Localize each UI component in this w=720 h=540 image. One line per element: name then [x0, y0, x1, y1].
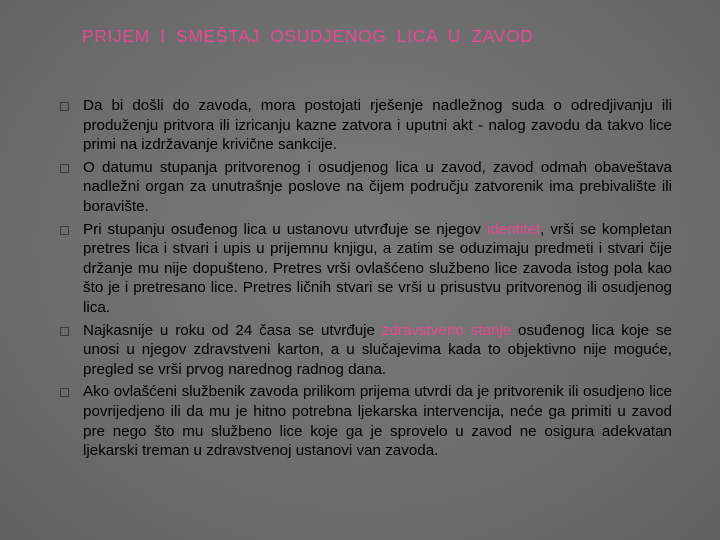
square-bullet-icon — [60, 388, 69, 397]
bullet-text: Da bi došli do zavoda, mora postojati rješenje nadležnog suda o odredjivanju ili produženju pritvora ili izricanju kazne zatvora i uputni akt - nalog zavodu da takvo lice primi na izdržavanje krivične sankcije. — [83, 97, 672, 154]
bullet-text-before: Pri stupanju osuđenog lica u ustanovu utvrđuje se njegov — [83, 220, 487, 238]
bullet-text-before: Najkasnije u roku od 24 časa se utvrđuje — [83, 321, 382, 339]
highlight-identitet: identitet — [486, 220, 541, 238]
bullet-item-court-decision — [60, 96, 672, 155]
bullet-text: Ako ovlašćeni službenik zavoda prilikom prijema utvrdi da je pritvorenik ili osudjeno lice povrijedjeno ili da mu je hitno potrebna ljekarska intervencija, neće ga primiti u zavod pre nego što mu službeno lice koje ga je sprovelo u zavod ne osigura adekvatan ljekarski treman u zdravstvenoj ustanovi van zavoda. — [83, 383, 672, 460]
square-bullet-icon — [60, 327, 69, 336]
bullet-text-after: osuđenog lica koje se unosi u njegov zdravstveni karton, a u slučajevima kada to objektivno nije moguće, pregled se vrši prvog narednog radnog dana. — [83, 321, 672, 378]
bullet-item-injury — [60, 382, 672, 460]
square-bullet-icon — [60, 164, 69, 173]
bullet-item-health-check — [60, 321, 672, 380]
square-bullet-icon — [60, 102, 69, 111]
bullet-item-identity-search — [60, 220, 672, 318]
bullet-text-after: , vrši se kompletan pretres lica i stvari i upis u prijemnu knjigu, a zatim se oduzimaju predmeti i stvari čije držanje mu nije dopušteno. Pretres vrši ovlašćeno službeno lice zavoda istog pola kao što je i pretresano lice. Pretres ličnih stvari se vrši u prisustvu pritvorenog ili osudjenog lica. — [83, 220, 672, 316]
highlight-zdravstveno-stanje: zdravstveno stanje — [381, 321, 512, 339]
bullet-item-notification — [60, 158, 672, 217]
square-bullet-icon — [60, 226, 69, 235]
bullet-list — [60, 96, 672, 461]
bullet-text: O datumu stupanja pritvorenog i osudjenog lica u zavod, zavod odmah obaveštava nadležni organ za unutrašnje poslove na čijem području zatvorenik ima prebivalište ili boravište. — [83, 158, 672, 215]
slide-title: PRIJEM I SMEŠTAJ OSUDJENOG LICA U ZAVOD — [82, 26, 534, 46]
